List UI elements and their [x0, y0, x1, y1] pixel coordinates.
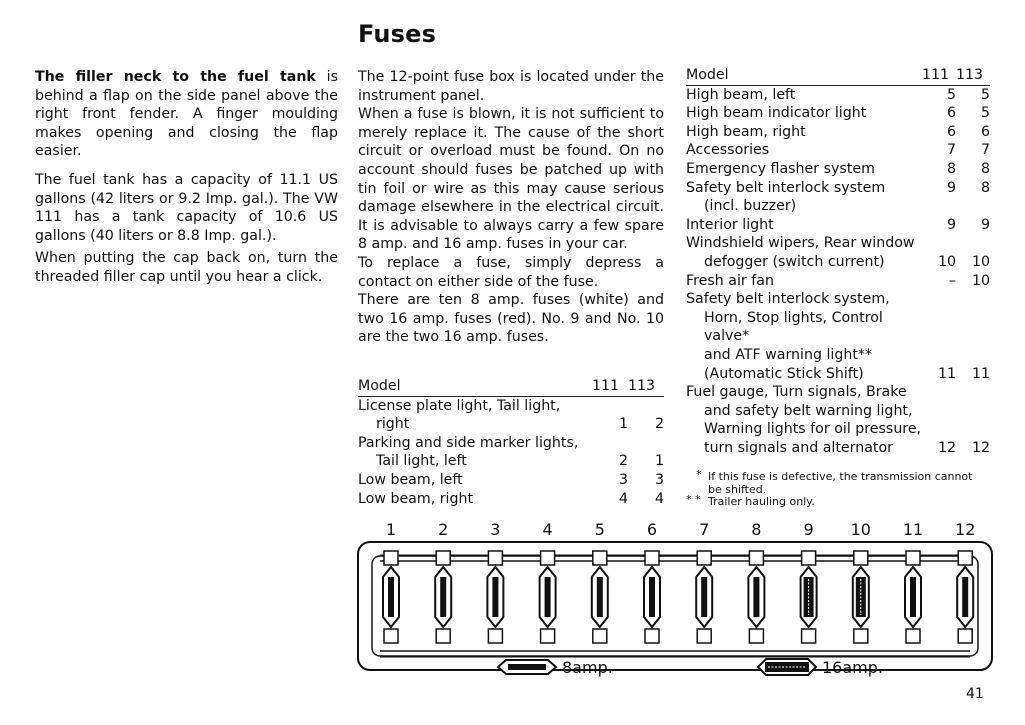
table-row: [686, 197, 990, 216]
fuse-top-contact[interactable]: [436, 551, 450, 565]
table-row: [686, 85, 990, 104]
fuse-8amp-icon-core: [508, 664, 546, 670]
fuse-bottom-contact[interactable]: [645, 629, 659, 643]
fuse-number-111: [922, 309, 956, 346]
fuse-circuit-label: Safety belt interlock system,: [686, 291, 890, 308]
fuse-number-111: 6: [946, 123, 956, 140]
fuse-number-113: 8: [980, 160, 990, 177]
fuse-number-111: [922, 234, 956, 253]
table-header-row: [686, 66, 990, 85]
legend-8amp: [498, 658, 613, 677]
table-row: [358, 396, 664, 415]
fuse-circuit-label: right: [376, 416, 410, 433]
table-row: [358, 415, 664, 434]
fuse-position-number: 9: [803, 520, 814, 539]
fuse-number-113: 10: [971, 253, 990, 270]
fuse-number-111: 6: [946, 105, 956, 122]
table-row: [686, 253, 990, 272]
fuse-numbers: [386, 520, 975, 539]
legend-16amp-label: 16amp.: [822, 658, 883, 677]
table-row: [686, 104, 990, 123]
table-row: [686, 290, 990, 309]
fuse-number-113: 9: [980, 216, 990, 233]
fuse-bottom-contact[interactable]: [384, 629, 398, 643]
fuse-number-113: 10: [971, 272, 990, 289]
footnote-1-line-2: be shifted.: [708, 482, 767, 496]
fuse-circuit-label: defogger (switch current): [704, 253, 885, 270]
fuse-number-113: [956, 346, 990, 365]
replace-fuse-paragraph: To replace a fuse, simply depress a contact on either side of the fuse.: [358, 254, 664, 290]
fuse-circuit-label: Interior light: [686, 216, 774, 233]
fuse-position-number: 12: [955, 520, 976, 539]
table-row: [686, 141, 990, 160]
fuse-top-contact[interactable]: [384, 551, 398, 565]
fuse-number-113: [956, 197, 990, 216]
table-row: [358, 452, 664, 471]
fuse-position-number: 3: [490, 520, 501, 539]
fuse-circuit-label: (Automatic Stick Shift): [704, 365, 864, 382]
col-111-header: 111: [922, 66, 956, 85]
fuse-number-113: [956, 290, 990, 309]
fuse-top-contact[interactable]: [541, 551, 555, 565]
fuse-number-113: [628, 434, 664, 453]
fuse-number-111: 12: [937, 439, 956, 456]
blown-fuse-paragraph: When a fuse is blown, it is not sufficient to merely replace it. The cause of the short circuit or overload must be found. On no account should fuses be patched up with tin foil or wire as this may cause serious damage elsewhere in the electrical circuit. It is advisable to always carry a few spare 8 amp. and 16 amp. fuses in your car.: [358, 106, 664, 253]
table-row: [686, 272, 990, 291]
fuse-circuit-label: and safety belt warning light,: [704, 402, 913, 419]
fuse-8amp-core: [597, 577, 603, 617]
fuse-circuit-label: Fuel gauge, Turn signals, Brake: [686, 384, 907, 401]
table-row: [686, 160, 990, 179]
fuse-box-location-paragraph: The 12-point fuse box is located under the instrument panel.: [358, 69, 664, 104]
table-row: [686, 234, 990, 253]
fuse-number-111: 4: [618, 490, 628, 507]
legend-16amp: [758, 658, 883, 677]
fuse-circuit-label: License plate light, Tail light,: [358, 397, 561, 414]
fuse-number-111: [922, 197, 956, 216]
footnote-1-line-1: If this fuse is defective, the transmission cannot: [708, 470, 973, 483]
fuse-bottom-contact[interactable]: [593, 629, 607, 643]
fuse-top-contact[interactable]: [697, 551, 711, 565]
fuse-number-111: 8: [946, 160, 956, 177]
footnote-1: [694, 468, 973, 496]
footnote-2-text: Trailer hauling only.: [708, 495, 815, 508]
fuse-circuit-label: High beam, right: [686, 123, 806, 140]
table-row: [358, 471, 664, 490]
fuse-8amp-core: [440, 577, 446, 617]
table-row: [686, 179, 990, 198]
fuse-bottom-contact[interactable]: [906, 629, 920, 643]
fuse-number-111: 9: [946, 216, 956, 233]
fuse-position-number: 4: [542, 520, 553, 539]
fuse-8amp-core: [545, 577, 551, 617]
fuse-8amp-core: [701, 577, 707, 617]
fuse-box-diagram: [350, 515, 1000, 705]
fuse-top-contact[interactable]: [958, 551, 972, 565]
fuse-number-113: 2: [654, 416, 664, 433]
filler-neck-paragraph: [35, 68, 338, 161]
fuse-circuit-label: Accessories: [686, 142, 770, 159]
fuse-8amp-core: [753, 577, 759, 617]
fuse-position-number: 10: [850, 520, 871, 539]
fuse-number-113: 12: [971, 439, 990, 456]
model-header: Model: [358, 377, 592, 396]
fuse-number-111: [922, 290, 956, 309]
fuse-top-contact[interactable]: [854, 551, 868, 565]
filler-neck-text: is behind a flap on the side panel above the right front fender. A finger moulding makes opening and closing the flap easier.: [35, 69, 339, 160]
fuse-number-111: 1: [618, 416, 628, 433]
fuse-number-113: 7: [980, 142, 990, 159]
fuse-circuit-label: Tail light, left: [376, 453, 467, 470]
fuse-number-111: 3: [618, 471, 628, 488]
fuse-number-113: 3: [654, 471, 664, 488]
table-row: [358, 490, 664, 509]
fuse-number-111: [922, 420, 956, 439]
fuse-position-number: 2: [438, 520, 449, 539]
fuse-circuit-label: Warning lights for oil pressure,: [704, 421, 922, 438]
fuse-count-paragraph: There are ten 8 amp. fuses (white) and two 16 amp. fuses (red). No. 9 and No. 10 are the two 16 amp. fuses.: [358, 292, 664, 346]
fuse-position-number: 1: [385, 520, 397, 539]
fuse-number-113: 5: [980, 86, 990, 103]
fuse-number-113: [956, 402, 990, 421]
footnote-1-mark: *: [696, 468, 702, 481]
fuse-number-113: 11: [971, 365, 990, 382]
fuse-elements: [383, 551, 973, 643]
fuse-box-inner-outline: [372, 556, 978, 656]
fuse-circuit-label: Low beam, right: [358, 490, 474, 507]
fuse-number-113: 4: [654, 490, 664, 507]
model-header: Model: [686, 66, 922, 85]
fuse-table-2: [686, 66, 990, 457]
fuse-number-113: [956, 420, 990, 439]
table-row: [686, 383, 990, 402]
fuse-number-111: –: [948, 272, 956, 289]
fuse-circuit-label: Windshield wipers, Rear window: [686, 235, 915, 252]
fuse-bottom-contact[interactable]: [488, 629, 502, 643]
table-header-row: [358, 377, 664, 396]
tank-capacity-paragraph: The fuel tank has a capacity of 11.1 US gallons (42 liters or 9.2 Imp. gal.). The VW 111 has a tank capacity of 10.6 US gallons (40 liters or 8.8 Imp. gal.).: [35, 171, 338, 244]
fuse-position-number: 6: [646, 520, 658, 539]
fuse-circuit-label: Parking and side marker lights,: [358, 434, 579, 451]
table-row: [686, 309, 990, 346]
fuse-8amp-core: [388, 577, 394, 617]
fuse-circuit-label: Low beam, left: [358, 471, 463, 488]
fuse-top-contact[interactable]: [802, 551, 816, 565]
fuse-number-111: [592, 396, 628, 415]
fuse-bottom-contact[interactable]: [541, 629, 555, 643]
fuse-bottom-contact[interactable]: [436, 629, 450, 643]
fuse-number-111: 11: [937, 365, 956, 382]
fuse-circuit-label: Fresh air fan: [686, 272, 774, 289]
fuse-rails: [380, 555, 970, 657]
fuse-number-111: [592, 434, 628, 453]
table-row: [686, 216, 990, 235]
table-row: [358, 434, 664, 453]
col-113-header: 113: [628, 377, 664, 396]
fuse-bottom-contact[interactable]: [749, 629, 763, 643]
fuse-position-number: 8: [751, 520, 762, 539]
fuse-number-111: 5: [946, 86, 956, 103]
fuse-position-number: 11: [902, 520, 924, 539]
fuse-number-111: [922, 383, 956, 402]
table-row: [686, 123, 990, 142]
fuse-number-111: 2: [618, 453, 628, 470]
fuse-8amp-core: [649, 577, 655, 617]
fuse-8amp-core: [962, 577, 968, 617]
fuse-top-contact[interactable]: [593, 551, 607, 565]
fuse-top-contact[interactable]: [645, 551, 659, 565]
fuse-number-111: [922, 402, 956, 421]
fuse-top-contact[interactable]: [906, 551, 920, 565]
table-row: [686, 439, 990, 458]
fuse-8amp-core: [492, 577, 498, 617]
fuse-circuit-label: Safety belt interlock system: [686, 179, 886, 196]
table-row: [686, 420, 990, 439]
fuse-number-113: [956, 383, 990, 402]
fuse-number-113: 8: [980, 179, 990, 196]
fuse-number-113: [956, 234, 990, 253]
fuse-circuit-label: High beam, left: [686, 86, 796, 103]
fuse-8amp-core: [910, 577, 916, 617]
fuse-top-contact[interactable]: [749, 551, 763, 565]
footnote-2-mark: * *: [686, 493, 701, 506]
fuse-bottom-contact[interactable]: [854, 629, 868, 643]
fuse-circuit-label: turn signals and alternator: [704, 439, 893, 456]
fuse-circuit-label: (incl. buzzer): [704, 198, 797, 215]
fuse-number-113: 1: [654, 453, 664, 470]
filler-cap-paragraph: When putting the cap back on, turn the threaded filler cap until you hear a click.: [35, 250, 338, 285]
filler-neck-heading: The filler neck to the fuel tank: [35, 69, 316, 85]
fuse-table-1: [358, 377, 664, 508]
fuse-circuit-label: Horn, Stop lights, Control valve*: [704, 309, 883, 345]
fuse-number-111: [922, 346, 956, 365]
fuse-number-113: [956, 309, 990, 346]
page-title: Fuses: [358, 20, 437, 48]
fuse-bottom-contact[interactable]: [697, 629, 711, 643]
footnotes: [686, 468, 973, 509]
table-row: [686, 402, 990, 421]
table-row: [686, 365, 990, 384]
fuse-number-111: 10: [937, 253, 956, 270]
fuse-number-113: 5: [980, 105, 990, 122]
fuse-circuit-label: High beam indicator light: [686, 105, 867, 122]
fuse-circuit-label: and ATF warning light**: [704, 346, 873, 363]
page-number: 41: [966, 686, 984, 702]
middle-column: [358, 68, 664, 347]
fuse-position-number: 5: [594, 520, 605, 539]
fuse-number-111: 9: [946, 179, 956, 196]
fuse-position-number: 7: [699, 520, 710, 539]
col-113-header: 113: [956, 66, 990, 85]
fuse-top-contact[interactable]: [488, 551, 502, 565]
table-row: [686, 346, 990, 365]
fuse-bottom-contact[interactable]: [802, 629, 816, 643]
footnote-2: [686, 493, 972, 509]
fuse-bottom-contact[interactable]: [958, 629, 972, 643]
fuse-number-113: 6: [980, 123, 990, 140]
col-111-header: 111: [592, 377, 628, 396]
legend-8amp-label: 8amp.: [562, 658, 613, 677]
fuse-number-113: [628, 396, 664, 415]
fuse-number-111: 7: [946, 142, 956, 159]
fuse-circuit-label: Emergency flasher system: [686, 160, 875, 177]
left-column: [35, 68, 338, 287]
